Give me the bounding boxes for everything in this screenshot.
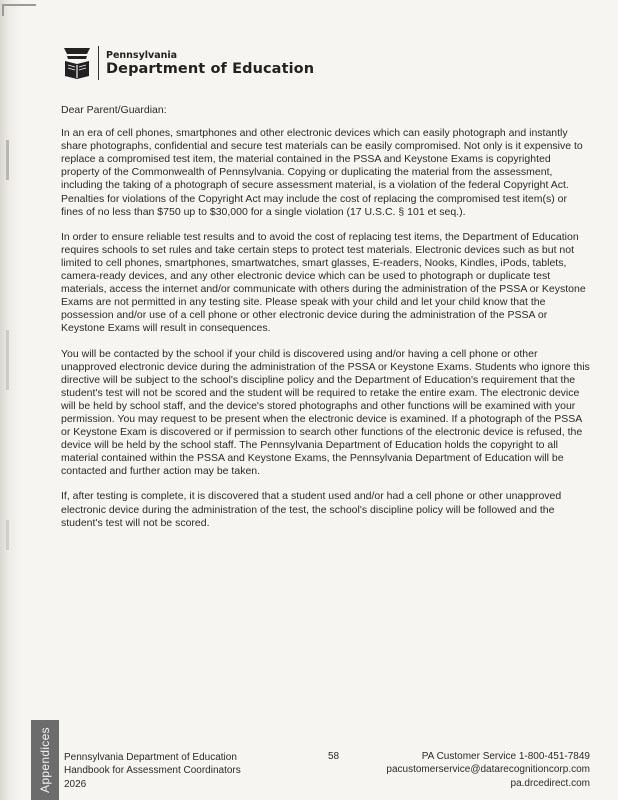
- scan-edge: [0, 0, 22, 800]
- paragraph-post-test: If, after testing is complete, it is discovered that a student used and/or had a cell phone or other unapproved electronic device during the administration of the test, the school's discipline policy will be followed and the student's test will not be scored.: [61, 490, 562, 529]
- organization-name: [106, 50, 314, 77]
- pa-keystone-book-icon: [62, 46, 92, 80]
- letter-body: [61, 104, 591, 542]
- org-department-label: Department of Education: [106, 60, 315, 77]
- appendices-tab: [31, 720, 59, 800]
- page-number: 58: [328, 751, 340, 762]
- paragraph-device-rules: In order to ensure reliable test results and to avoid the cost of replacing test items, the Department of Education requires schools to set rules and take certain steps to protect test materials. Electronic devices such as but not limited to cell phones, smartphones, smartwatches, smart glasses, E-readers, Nooks, Kindles, iPods, tablets, camera-ready devices, and any other electronic device which can be used to photograph or duplicate test materials, access the internet and/or communicate with others during the administration of the PSSA or Keystone Exams are not permitted in any testing site. Please speak with your child and let your child know that the possession and/or use of a cell phone or other electronic device during the administration of the PSSA or Keystone Exams will result in consequences.: [61, 230, 586, 335]
- footer-year: 2026: [64, 778, 87, 790]
- footer-department: Pennsylvania Department of Education: [64, 752, 237, 763]
- footer-publisher: [64, 751, 241, 791]
- org-state-label: Pennsylvania: [106, 49, 178, 61]
- scan-corner-mark: [2, 4, 36, 6]
- salutation: Dear Parent/Guardian:: [61, 104, 167, 116]
- appendices-tab-label: Appendices: [38, 727, 52, 793]
- paragraph-consequences: You will be contacted by the school if your child is discovered using and/or having a cell phone or other unapproved electronic device during the administration of the PSSA or Keystone Exams. Students who ignore this directive will be subject to the school's discipline policy and the Department of Education's requirement that the student's test will not be scored and the student will be required to retake the entire exam. The electronic device will be held by school staff, and the device's stored photographs and other functions will be examined with your permission. You may request to be present when the electronic device is examined. If a photograph of the PSSA or Keystone Exam is discovered or if permission to search other functions of the electronic device is refused, the device will be held by the school staff. The Pennsylvania Department of Education holds the copyright to all material contained within the PSSA and Keystone Exams, the Pennsylvania Department of Education will be contacted and further action may be taken.: [61, 347, 590, 478]
- footer-website: pa.drcedirect.com: [510, 777, 590, 789]
- footer-handbook: Handbook for Assessment Coordinators: [64, 765, 241, 777]
- footer-email: pacustomerservice@datarecognitioncorp.com: [386, 764, 590, 776]
- scan-corner-mark: [2, 4, 4, 16]
- footer-contact: [386, 750, 590, 790]
- paragraph-copyright: In an era of cell phones, smartphones and other electronic devices which can easily photograph and instantly share photographs, confidential and secure test materials can be easily compromised. Not only is it expensive to replace a compromised test item, the material contained in the PSSA and Keystone Exams is copyrighted property of the Commonwealth of Pennsylvania. Copying or duplicating the material from the assessment, including the taking of a photograph of secure assessment material, is a violation of the federal Copyright Act. Penalties for violations of the Copyright Act may include the cost of replacing the compromised test item(s) or fines of no less than $750 up to $30,000 for a single violation (17 U.S.C. § 101 et seq.).: [61, 127, 583, 218]
- logo-divider: [98, 46, 99, 80]
- footer-phone: PA Customer Service 1-800-451-7849: [421, 751, 590, 762]
- letterhead: [62, 43, 314, 83]
